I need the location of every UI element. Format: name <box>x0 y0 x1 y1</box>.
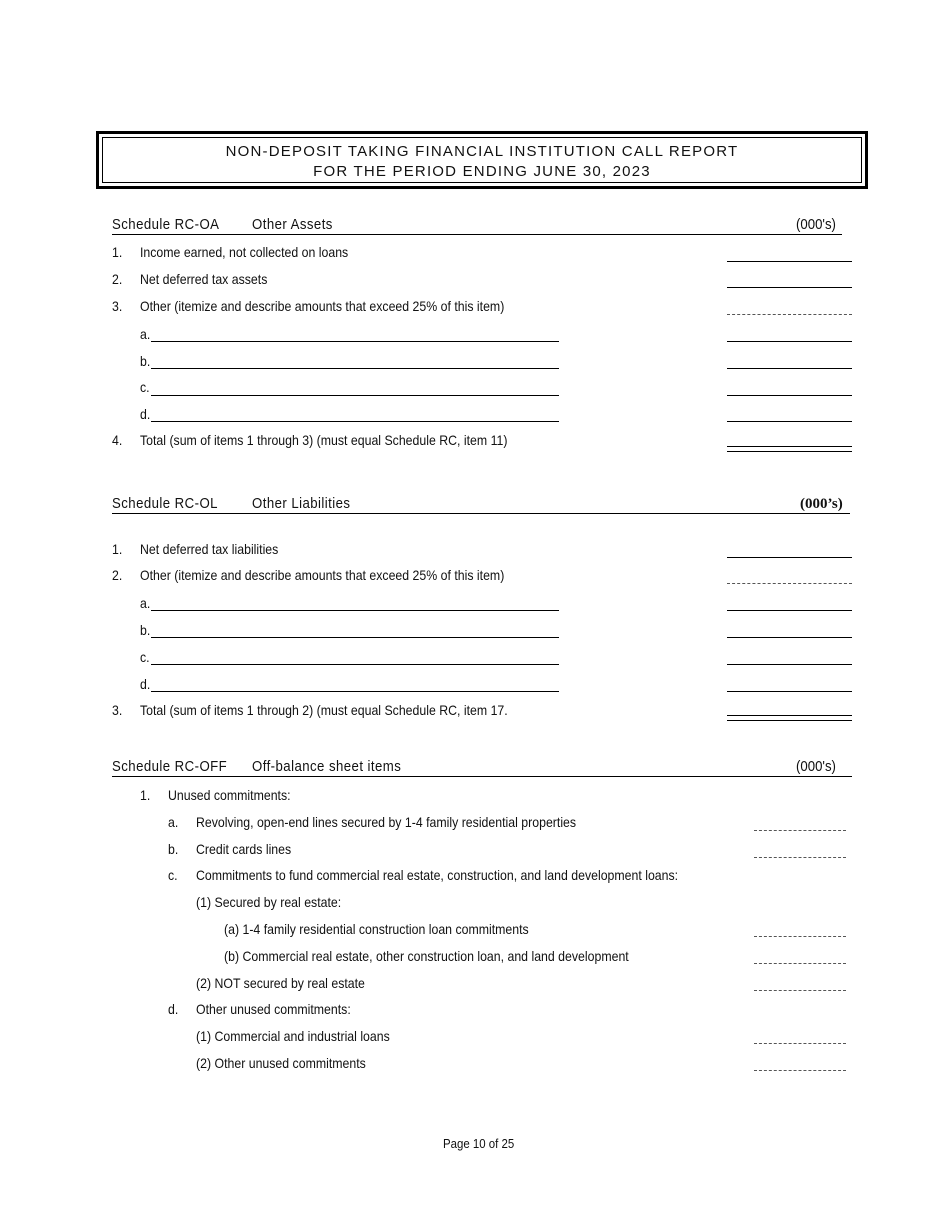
schedule-oa-code: Schedule RC-OA <box>112 216 220 233</box>
oa-sub-a-amount-field[interactable] <box>727 341 852 342</box>
off-item1-num: 1. <box>140 787 151 803</box>
off-b-label: Credit cards lines <box>196 841 292 857</box>
off-c1b-amount-field[interactable] <box>754 963 846 964</box>
off-c1-label: (1) Secured by real estate: <box>196 894 342 910</box>
oa-sub-d-amount-field[interactable] <box>727 421 852 422</box>
oa-sub-b-label: b. <box>140 353 151 369</box>
off-c1a-label: (a) 1-4 family residential construction loan commitments <box>224 921 529 937</box>
off-item1-label: Unused commitments: <box>168 787 291 803</box>
schedule-ol-units: (000’s) <box>800 496 843 512</box>
report-title-line1: NON-DEPOSIT TAKING FINANCIAL INSTITUTION CALL REPORT <box>225 143 739 160</box>
oa-item2-num: 2. <box>112 271 123 287</box>
off-a-label: Revolving, open-end lines secured by 1-4 family residential properties <box>196 814 577 830</box>
ol-sub-a-label: a. <box>140 595 151 611</box>
schedule-ol-title: Other Liabilities <box>252 495 351 512</box>
off-d2-amount-field[interactable] <box>754 1070 846 1071</box>
ol-sub-a-description-field[interactable] <box>151 610 559 611</box>
ol-item3-label: Total (sum of items 1 through 2) (must equal Schedule RC, item 17. <box>140 702 508 718</box>
oa-sub-c-label: c. <box>140 379 150 395</box>
ol-total-amount-field[interactable] <box>727 715 852 721</box>
oa-total-amount-field[interactable] <box>727 446 852 452</box>
oa-item2-amount-field[interactable] <box>727 287 852 288</box>
oa-sub-b-description-field[interactable] <box>151 368 559 369</box>
ol-item2-label: Other (itemize and describe amounts that exceed 25% of this item) <box>140 567 505 583</box>
oa-item4-label: Total (sum of items 1 through 3) (must equal Schedule RC, item 11) <box>140 432 508 448</box>
off-c-num: c. <box>168 867 178 883</box>
ol-sub-c-label: c. <box>140 649 150 665</box>
oa-sub-d-description-field[interactable] <box>151 421 559 422</box>
ol-item1-amount-field[interactable] <box>727 557 852 558</box>
oa-item3-amount-header <box>727 314 852 315</box>
schedule-oa-title: Other Assets <box>252 216 333 233</box>
schedule-off-header-rule <box>112 776 852 777</box>
report-title-line2: FOR THE PERIOD ENDING JUNE 30, 2023 <box>313 163 651 180</box>
off-d1-label: (1) Commercial and industrial loans <box>196 1028 390 1044</box>
report-title-box <box>96 131 868 189</box>
ol-sub-d-description-field[interactable] <box>151 691 559 692</box>
page-number: Page 10 of 25 <box>443 1136 515 1151</box>
ol-item2-num: 2. <box>112 567 123 583</box>
schedule-oa-header-rule <box>112 234 842 235</box>
ol-sub-d-amount-field[interactable] <box>727 691 852 692</box>
off-c-label: Commitments to fund commercial real estate, construction, and land development loans: <box>196 867 679 883</box>
off-c2-label: (2) NOT secured by real estate <box>196 975 365 991</box>
ol-sub-b-description-field[interactable] <box>151 637 559 638</box>
oa-sub-c-description-field[interactable] <box>151 395 559 396</box>
off-a-num: a. <box>168 814 179 830</box>
ol-sub-c-description-field[interactable] <box>151 664 559 665</box>
off-d2-label: (2) Other unused commitments <box>196 1055 366 1071</box>
off-b-amount-field[interactable] <box>754 857 846 858</box>
schedule-off-units: (000's) <box>796 758 836 775</box>
oa-item3-label: Other (itemize and describe amounts that exceed 25% of this item) <box>140 298 505 314</box>
schedule-off-code: Schedule RC-OFF <box>112 758 228 775</box>
ol-sub-b-label: b. <box>140 622 151 638</box>
schedule-ol-code: Schedule RC-OL <box>112 495 218 512</box>
schedule-ol-header-rule <box>112 513 850 514</box>
off-b-num: b. <box>168 841 179 857</box>
off-c2-amount-field[interactable] <box>754 990 846 991</box>
oa-item1-label: Income earned, not collected on loans <box>140 244 349 260</box>
ol-item1-label: Net deferred tax liabilities <box>140 541 279 557</box>
oa-item1-num: 1. <box>112 244 123 260</box>
off-c1b-label: (b) Commercial real estate, other construction loan, and land development <box>224 948 629 964</box>
off-d1-amount-field[interactable] <box>754 1043 846 1044</box>
schedule-off-title: Off-balance sheet items <box>252 758 402 775</box>
ol-item3-num: 3. <box>112 702 123 718</box>
oa-item1-amount-field[interactable] <box>727 261 852 262</box>
ol-sub-c-amount-field[interactable] <box>727 664 852 665</box>
oa-item3-num: 3. <box>112 298 123 314</box>
oa-sub-b-amount-field[interactable] <box>727 368 852 369</box>
off-d-label: Other unused commitments: <box>196 1001 351 1017</box>
ol-item1-num: 1. <box>112 541 123 557</box>
oa-sub-a-description-field[interactable] <box>151 341 559 342</box>
off-a-amount-field[interactable] <box>754 830 846 831</box>
oa-item2-label: Net deferred tax assets <box>140 271 268 287</box>
schedule-oa-units: (000's) <box>796 216 836 233</box>
ol-item2-amount-header <box>727 583 852 584</box>
ol-sub-d-label: d. <box>140 676 151 692</box>
ol-sub-a-amount-field[interactable] <box>727 610 852 611</box>
oa-sub-c-amount-field[interactable] <box>727 395 852 396</box>
off-d-num: d. <box>168 1001 179 1017</box>
ol-sub-b-amount-field[interactable] <box>727 637 852 638</box>
off-c1a-amount-field[interactable] <box>754 936 846 937</box>
oa-sub-d-label: d. <box>140 406 151 422</box>
oa-sub-a-label: a. <box>140 326 151 342</box>
oa-item4-num: 4. <box>112 432 123 448</box>
